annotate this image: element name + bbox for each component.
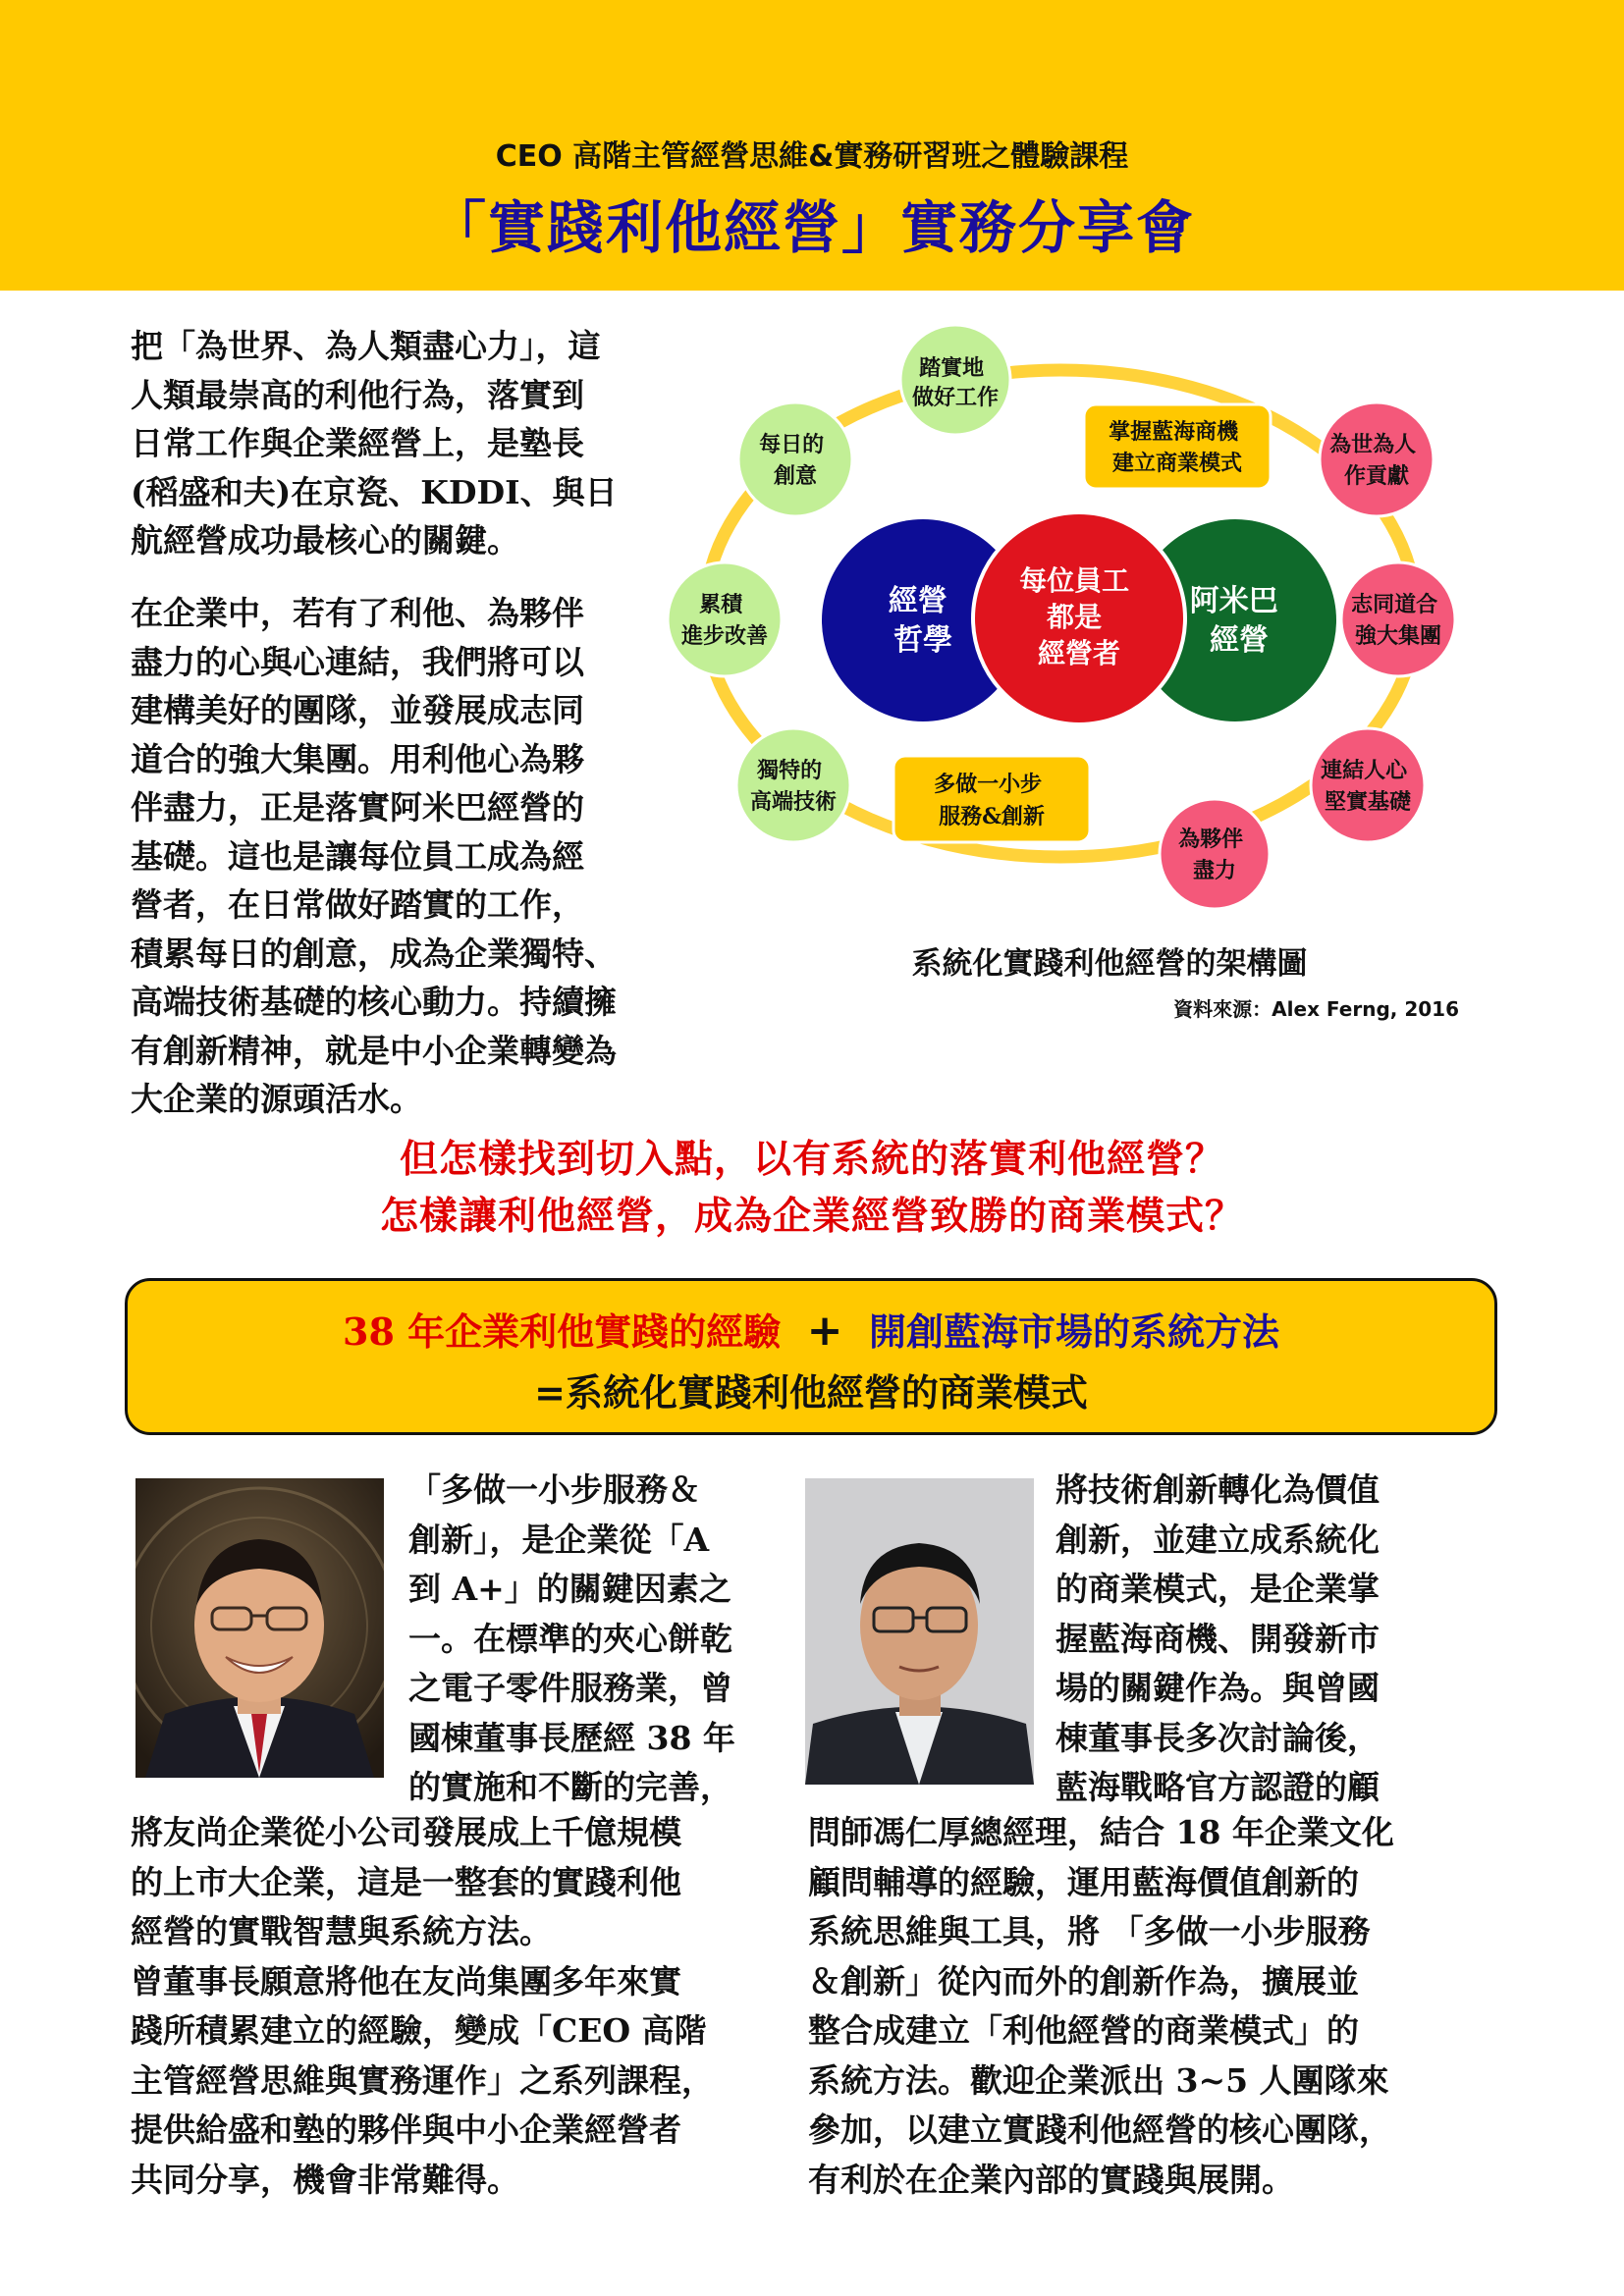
framework-diagram (658, 314, 1473, 933)
svg-text:掌握藍海商機 建立商業模式: 掌握藍海商機 建立商業模式 (1109, 419, 1243, 476)
diagram-node-green (668, 562, 782, 676)
right-text-below-photo: 問師馮仁厚總經理，結合 18 年企業文化 顧問輔導的經驗，運用藍海價值創新的 系統思維與工具，將 「多做一小步服務 ＆創新」從內而外的創新作為，擴展並 整合成建立「利他經營的商業模式」的 系統方法。歡迎企業派出 3~5 人團隊來 參加，以建立實踐利他經營的核心團隊， 有利於在企業內部的實踐與展開。 (808, 1813, 1394, 2199)
banner-plus: + (806, 1306, 843, 1356)
banner-experience: 38 年企業利他實踐的經驗 (343, 1309, 782, 1354)
svg-text:為世為人 作貢獻: 為世為人 作貢獻 (1329, 432, 1417, 489)
banner-method: 開創藍海市場的系統方法 (868, 1309, 1279, 1354)
banner-line-1 (125, 1302, 1497, 1356)
circle-philosophy-label: 經營 哲學 (888, 584, 952, 658)
circle-amoeba-label: 阿米巴 經營 (1189, 584, 1278, 658)
diagram-node-pink (1341, 562, 1455, 676)
svg-text:為夥伴 盡力: 為夥伴 盡力 (1178, 827, 1244, 883)
node-text: 踏實地 (919, 355, 985, 381)
diagram-node-pink (1160, 799, 1270, 909)
diagram-source: 資料來源：Alex Ferng, 2016 (1173, 997, 1459, 1021)
chairman-photo (135, 1478, 384, 1778)
question-line-1: 但怎樣找到切入點，以有系統的落實利他經營？ (399, 1137, 1224, 1182)
intro-paragraph-1: 把「為世界、為人類盡心力」，這 人類最崇高的利他行為，落實到 日常工作與企業經營上，是塾長 (稻盛和夫)在京瓷、KDDI、與日 航經營成功最核心的關鍵。 (131, 327, 618, 560)
circle-center-label: 每位員工 都是 經營者 (1019, 564, 1130, 669)
svg-text:志同道合 強大集團: 志同道合 強大集團 (1351, 592, 1442, 649)
diagram-node-green (736, 728, 850, 842)
consultant-photo (805, 1478, 1034, 1785)
svg-text:累積 進步改善: 累積 進步改善 (680, 592, 769, 649)
node-text: 做好工作 (911, 385, 1000, 410)
diagram-box-bottom (893, 756, 1090, 842)
svg-text:每日的 創意: 每日的 創意 (759, 432, 825, 489)
question-line-2: 怎樣讓利他經營，成為企業經營致勝的商業模式？ (379, 1194, 1244, 1239)
diagram-box-top (1084, 404, 1271, 489)
right-text-beside-photo: 將技術創新轉化為價值 創新，並建立成系統化 的商業模式，是企業掌 握藍海商機、開發新市 場的關鍵作為。與曾國 棟董事長多次討論後， 藍海戰略官方認證的顧 (1056, 1470, 1380, 1806)
intro-paragraph-2: 在企業中，若有了利他、為夥伴 盡力的心與心連結，我們將可以 建構美好的團隊，並發展成志同 道合的強大集團。用利他心為夥 伴盡力，正是落實阿米巴經營的 基礎。這也是讓每位員工成為經 營者，在日常做好踏實的工作， 積累每日的創意，成為企業獨特、 高端技術基礎的核心動力。持續擁 有創新精神，就是中小企業轉變為 大企業的源頭活水。 (131, 594, 617, 1118)
svg-text:獨特的 高端技術: 獨特的 高端技術 (749, 758, 838, 815)
left-text-beside-photo: 「多做一小步服務＆ 創新」，是企業從「A 到 A+」的關鍵因素之 一。在標準的夾心餅乾 之電子零件服務業，曾 國棟董事長歷經 38 年 的實施和不斷的完善， (408, 1470, 735, 1806)
left-text-below-photo: 將友尚企業從小公司發展成上千億規模 的上市大企業，這是一整套的實踐利他 經營的實戰智慧與系統方法。 曾董事長願意將他在友尚集團多年來實 踐所積累建立的經驗，變成「CEO 高階 主管經營思維與實務運作」之系列課程， 提供給盛和塾的夥伴與中小企業經營者 共同分享，機會非常難得。 (131, 1813, 714, 2199)
banner-line-2: =系統化實踐利他經營的商業模式 (534, 1370, 1088, 1415)
diagram-node-green (738, 402, 852, 516)
diagram-node-pink (1311, 728, 1425, 842)
diagram-node-pink (1320, 402, 1434, 516)
diagram-caption: 系統化實踐利他經營的架構圖 (911, 946, 1308, 982)
diagram-node-green (900, 325, 1010, 435)
course-subtitle: CEO 高階主管經營思維&實務研習班之體驗課程 (495, 139, 1129, 174)
svg-text:連結人心 堅實基礎: 連結人心 堅實基礎 (1321, 758, 1412, 815)
svg-text:多做一小步 服務&創新: 多做一小步 服務&創新 (934, 772, 1045, 829)
page-title: 「實踐利他經營」實務分享會 (428, 194, 1195, 261)
